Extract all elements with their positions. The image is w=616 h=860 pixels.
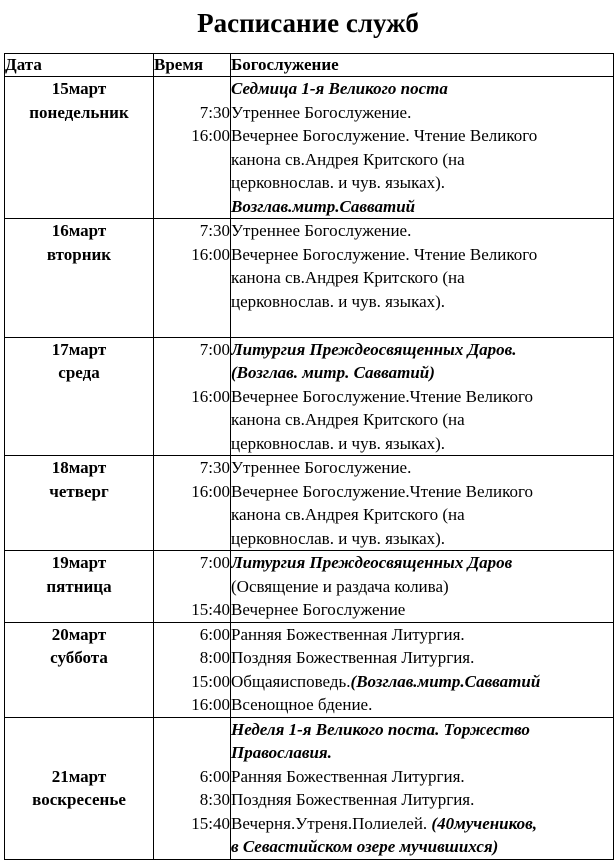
service-line (231, 788, 613, 812)
service-emphasis: Седмица 1-я Великого поста (231, 79, 448, 98)
schedule-row (5, 337, 614, 456)
service-time: 7:30 (199, 221, 230, 240)
date-cell (5, 337, 154, 456)
time-cell (154, 622, 231, 717)
date-spacer (5, 741, 153, 765)
date-weekday: понедельник (29, 102, 129, 122)
service-time: 16:00 (191, 386, 230, 406)
service-emphasis: (Возглав.митр.Савватий (350, 671, 541, 691)
service-cell (231, 77, 614, 219)
service-time: 16:00 (191, 695, 230, 714)
time-cell (154, 219, 231, 338)
service-emphasis: в Севастийском озере мучившихся) (231, 837, 499, 856)
service-cell (231, 337, 614, 456)
date-weekday: пятница (46, 576, 112, 596)
service-time: 6:00 (199, 624, 230, 644)
date-day: 18март (51, 458, 107, 477)
date-cell (5, 622, 154, 717)
service-line (231, 835, 613, 859)
service-line (231, 551, 613, 575)
service-line (231, 527, 613, 551)
service-time: 7:30 (199, 102, 230, 122)
date-day: 15март (51, 79, 107, 98)
service-text: Вечернее Богослужение. Чтение Великого (231, 244, 538, 264)
schedule-row (5, 219, 614, 338)
service-time (154, 741, 230, 765)
service-text: Поздняя Божественная Литургия. (231, 648, 475, 667)
date-day: 17март (51, 339, 107, 359)
service-emphasis: Православия. (231, 743, 332, 762)
service-emphasis: Литургия Преждеосвященных Даров. (231, 339, 517, 359)
service-line (231, 670, 613, 694)
schedule-table (4, 53, 614, 860)
schedule-row (5, 717, 614, 859)
date-day: 20март (51, 624, 107, 644)
time-cell (154, 337, 231, 456)
service-text: Ранняя Божественная Литургия. (231, 624, 465, 644)
service-time: 7:00 (199, 553, 230, 572)
schedule-row (5, 551, 614, 623)
service-text: Ранняя Божественная Литургия. (231, 766, 465, 786)
service-text: канона св.Андрея Критского (на (231, 410, 465, 429)
service-line (231, 385, 613, 409)
service-text: Утреннее Богослужение. (231, 221, 412, 240)
service-emphasis: (40мучеников, (431, 813, 537, 833)
service-line (231, 243, 613, 267)
service-line (231, 148, 613, 172)
service-line (231, 124, 613, 148)
date-cell (5, 717, 154, 859)
service-text: церковнослав. и чув. языках). (231, 433, 446, 453)
service-text: Утреннее Богослужение. (231, 102, 412, 122)
service-text: церковнослав. и чув. языках). (231, 291, 446, 311)
service-line (231, 646, 613, 670)
service-text: канона св.Андрея Критского (на (231, 149, 465, 169)
service-text: церковнослав. и чув. языках). (231, 528, 446, 548)
service-line (231, 313, 613, 337)
service-cell (231, 551, 614, 623)
service-line (231, 361, 613, 385)
service-time: 6:00 (199, 766, 230, 786)
service-line (231, 693, 613, 717)
service-text: Вечернее Богослужение.Чтение Великого (231, 386, 534, 406)
service-emphasis: Возглав.митр.Савватий (231, 196, 416, 216)
service-text: Вечерня.Утреня.Полиелей. (231, 813, 432, 833)
service-line (231, 623, 613, 647)
service-text: Вечернее Богослужение. Чтение Великого (231, 126, 538, 145)
service-line (231, 432, 613, 456)
service-line (231, 812, 613, 836)
date-spacer (5, 718, 153, 742)
header-date: Дата (5, 54, 154, 77)
service-line (231, 338, 613, 362)
service-time: 8:30 (199, 790, 230, 809)
service-text: Поздняя Божественная Литургия. (231, 790, 475, 809)
service-time: 16:00 (191, 481, 230, 501)
service-time (154, 718, 230, 742)
service-line (231, 598, 613, 622)
service-line (231, 171, 613, 195)
service-time: 7:30 (199, 458, 230, 477)
service-line (231, 765, 613, 789)
service-text: церковнослав. и чув. языках). (231, 173, 446, 192)
schedule-row (5, 456, 614, 551)
date-weekday: четверг (49, 481, 109, 501)
time-cell (154, 77, 231, 219)
service-time (154, 77, 230, 101)
date-day: 16март (51, 221, 107, 240)
service-line (231, 741, 613, 765)
schedule-row (5, 77, 614, 219)
service-cell (231, 717, 614, 859)
date-weekday: вторник (46, 244, 112, 264)
service-line (231, 266, 613, 290)
service-line (231, 480, 613, 504)
date-weekday: воскресенье (32, 790, 126, 809)
service-cell (231, 456, 614, 551)
service-time (154, 575, 230, 599)
table-header-row (5, 54, 614, 77)
service-text: Общаяисповедь. (231, 671, 351, 691)
service-line (231, 77, 613, 101)
header-time: Время (154, 54, 231, 77)
service-text: Утреннее Богослужение. (231, 458, 412, 477)
service-emphasis: (Возглав. митр. Савватий) (231, 363, 435, 382)
date-cell (5, 219, 154, 338)
service-time: 8:00 (199, 648, 230, 667)
service-line (231, 408, 613, 432)
service-line (231, 290, 613, 314)
schedule-row (5, 622, 614, 717)
date-cell (5, 77, 154, 219)
date-cell (5, 456, 154, 551)
service-line (231, 718, 613, 742)
header-service: Богослужение (231, 54, 614, 77)
time-cell (154, 456, 231, 551)
service-text: Вечернее Богослужение.Чтение Великого (231, 481, 534, 501)
service-time: 15:40 (191, 600, 230, 619)
service-time: 7:00 (199, 339, 230, 359)
service-text: канона св.Андрея Критского (на (231, 268, 465, 287)
service-text: канона св.Андрея Критского (на (231, 505, 465, 524)
service-line (231, 101, 613, 125)
service-time: 15:40 (191, 813, 230, 833)
time-cell (154, 717, 231, 859)
service-line (231, 219, 613, 243)
date-cell (5, 551, 154, 623)
service-time: 16:00 (191, 126, 230, 145)
service-time: 15:00 (191, 671, 230, 691)
service-text: Всенощное бдение. (231, 695, 373, 714)
service-line (231, 456, 613, 480)
date-day: 21март (51, 766, 107, 786)
page-title: Расписание служб (197, 8, 419, 38)
service-time (154, 361, 230, 385)
service-emphasis: Литургия Преждеосвященных Даров (231, 553, 513, 572)
time-cell (154, 551, 231, 623)
service-line (231, 575, 613, 599)
service-cell (231, 622, 614, 717)
service-line (231, 503, 613, 527)
date-weekday: среда (58, 363, 100, 382)
service-text: Вечернее Богослужение (231, 600, 406, 619)
service-cell (231, 219, 614, 338)
service-time: 16:00 (191, 244, 230, 264)
service-line (231, 195, 613, 219)
date-weekday: суббота (50, 648, 108, 667)
date-day: 19март (51, 553, 107, 572)
service-text: (Освящение и раздача колива) (231, 576, 449, 596)
service-emphasis: Неделя 1-я Великого поста. Торжество (231, 719, 530, 739)
